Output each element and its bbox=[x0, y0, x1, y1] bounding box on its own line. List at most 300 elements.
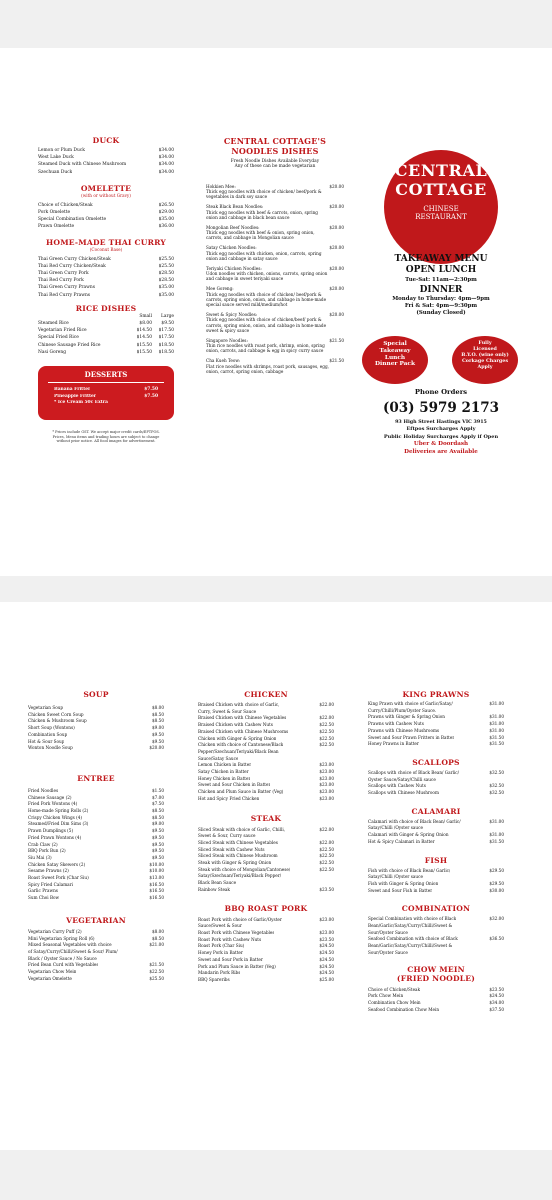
menu-item-price: $23.00 bbox=[319, 782, 334, 788]
menu-item bbox=[28, 929, 164, 936]
thai-curry-subtitle: (Coconut Base) bbox=[89, 246, 123, 252]
menu-item-name: Roast Pork with choice of Garlic/Oyster bbox=[198, 916, 282, 922]
menu-item bbox=[198, 917, 334, 924]
menu-item-name: Braised Chicken with Chinese Vegetables bbox=[198, 715, 287, 721]
menu-item-price: $34.00 bbox=[158, 148, 174, 153]
menu-item-price: $24.50 bbox=[319, 956, 334, 962]
menu-item-price: $9.50 bbox=[152, 848, 164, 854]
menu-item bbox=[28, 842, 164, 849]
menu-item-price: $23.00 bbox=[319, 762, 334, 768]
menu-item-price: $34.00 bbox=[158, 169, 174, 175]
menu-item bbox=[38, 270, 174, 277]
menu-item-name: Fish with Ginger & Spring Onion bbox=[368, 880, 439, 886]
menu-item-price: $7.50 bbox=[152, 801, 164, 807]
noodle-item-description: Thick egg noodles with beef & onion, spring onion, carrots, and cabbage in Mongolian sauce bbox=[206, 230, 315, 241]
menu-item bbox=[368, 735, 504, 742]
menu-item-name: Curry/Chilli/Plum/Oyster Sauce. bbox=[368, 707, 437, 713]
menu-item-price: $22.50 bbox=[319, 728, 334, 734]
menu-item-name: Sweet and Sour Fish in Batter bbox=[368, 887, 433, 893]
menu-item-name: Steak with Ginger & Spring Onion bbox=[198, 860, 272, 866]
menu-item-price: $22.50 bbox=[319, 742, 334, 748]
menu-item-price: $16.50 bbox=[149, 888, 164, 894]
rice-item-small: $14.50 bbox=[136, 328, 152, 334]
menu-item-price: $23.00 bbox=[319, 775, 334, 781]
menu-item-name: Bean/Garlic/Satay/Curry/Chilli/Sweet & bbox=[368, 923, 453, 929]
menu-item bbox=[368, 881, 504, 888]
menu-item-price: $35.00 bbox=[158, 217, 174, 223]
brand-logo bbox=[384, 150, 498, 264]
menu-item bbox=[368, 936, 504, 943]
menu-item bbox=[198, 789, 334, 796]
menu-item-price: $24.50 bbox=[319, 970, 334, 976]
noodle-item-description: Thick egg noodles with chicken, onion, carrots, spring onion and cabbage in satay sauce bbox=[206, 250, 322, 261]
noodle-item-description: Flat rice noodles with shrimps, roast pork, sausages, egg, onion, carrot, spring onion, cabbage bbox=[206, 363, 329, 374]
prawns-heading: KING PRAWNS bbox=[402, 690, 470, 699]
noodle-item-description: Thick egg noodles with choice of chicken/beef/ pork & carrots, spring onion, onion, and cabbage in home-made sweet & spicy sauce bbox=[206, 317, 327, 333]
rice-heading: RICE DISHES bbox=[75, 303, 137, 313]
menu-item bbox=[368, 825, 504, 832]
menu-item bbox=[368, 1000, 504, 1007]
menu-item-name: Vegetarian Soup bbox=[28, 705, 64, 710]
combination-list bbox=[368, 916, 504, 956]
menu-item bbox=[368, 783, 504, 790]
menu-item bbox=[198, 957, 334, 964]
menu-item-price: $20.00 bbox=[149, 745, 164, 751]
menu-item bbox=[368, 777, 504, 784]
menu-item bbox=[198, 970, 334, 977]
menu-item-name: Pineapple Fritter bbox=[54, 393, 97, 399]
menu-item-name: Chicken with choice of Cantonese/Black bbox=[198, 742, 284, 748]
rice-item-large: $9.50 bbox=[161, 321, 174, 327]
vegetarian-list bbox=[28, 929, 164, 983]
menu-item-name: Lemon Chicken in Batter bbox=[198, 762, 252, 768]
menu-item bbox=[28, 795, 164, 802]
menu-item-name: Special Combination Omelette bbox=[38, 217, 107, 223]
noodle-item-price: $20.00 bbox=[329, 204, 344, 210]
soup-heading: SOUP bbox=[83, 690, 109, 699]
menu-item-name: Special Combination with choice of Black bbox=[368, 916, 457, 922]
special-takeaway-badge bbox=[362, 336, 428, 384]
menu-item-name: Scallops with Cashew Nuts bbox=[368, 783, 426, 789]
noodle-item-price: $21.50 bbox=[329, 358, 344, 364]
brand-sub-1: CHINESE bbox=[423, 205, 459, 213]
menu-item-price: $24.50 bbox=[319, 963, 334, 969]
rice-item-large: $17.50 bbox=[158, 335, 174, 341]
p2-right-column bbox=[368, 690, 504, 1013]
menu-item-name: Prawns with Ginger & Spring Onion bbox=[368, 714, 445, 720]
noodle-item bbox=[206, 358, 344, 374]
menu-item-price: $34.00 bbox=[158, 155, 174, 161]
scallops-list bbox=[368, 770, 504, 797]
menu-item bbox=[368, 993, 504, 1000]
steak-list bbox=[198, 827, 334, 894]
rice-item-large: $18.50 bbox=[158, 342, 174, 348]
menu-item bbox=[28, 801, 164, 808]
rice-item bbox=[38, 327, 174, 334]
menu-page-2 bbox=[0, 602, 552, 1150]
menu-item-price: $8.00 bbox=[152, 928, 164, 934]
menu-item-price: $25.50 bbox=[158, 263, 174, 269]
menu-item-price: $24.50 bbox=[319, 943, 334, 949]
menu-item-name: Hot & Sour Soup bbox=[28, 738, 65, 744]
fish-list bbox=[368, 868, 504, 895]
noodle-item-price: $20.00 bbox=[329, 286, 344, 292]
menu-item-name: Mini Vegetarian Spring Roll (6) bbox=[28, 935, 95, 941]
menu-item-name: Combination Soup bbox=[28, 731, 68, 737]
menu-item-price: $9.00 bbox=[152, 821, 164, 827]
badge-left-line-2: Takeaway bbox=[379, 347, 411, 354]
menu-item-name: Fried Prawn Wontons (4) bbox=[28, 834, 82, 840]
menu-item-price: $23.50 bbox=[319, 886, 334, 892]
menu-item-name: Siu Mai (3) bbox=[28, 854, 52, 860]
menu-item-price: $34.00 bbox=[489, 999, 504, 1005]
menu-item-name: Sweet and Sour Pork in Batter bbox=[198, 956, 263, 962]
menu-item-price: $37.50 bbox=[489, 1006, 504, 1012]
menu-item bbox=[54, 394, 158, 401]
noodle-item-name: Mongolian Beef Noodles: bbox=[206, 224, 260, 230]
menu-item-price: $9.50 bbox=[152, 834, 164, 840]
menu-item-price: $9.00 bbox=[152, 725, 164, 731]
rice-item-large: $18.50 bbox=[158, 349, 174, 355]
menu-item-name: Chicken and Plum Sauce in Batter (Veg) bbox=[198, 789, 284, 795]
menu-item bbox=[368, 888, 504, 895]
holiday-surcharge: Public Holiday Surcharges Apply if Open bbox=[383, 433, 499, 440]
menu-item-price: $10.00 bbox=[149, 868, 164, 874]
menu-item bbox=[28, 739, 164, 746]
noodle-item-name: Singapore Noodles: bbox=[206, 337, 248, 343]
menu-item-name: Prawn Omelette bbox=[38, 224, 75, 230]
menu-item-name: West Lake Duck bbox=[38, 155, 74, 161]
menu-item-name: Short Soup (Wontons) bbox=[28, 725, 75, 731]
chicken-list bbox=[198, 702, 334, 803]
menu-item-price: $22.00 bbox=[319, 702, 334, 707]
brand-name-2: COTTAGE bbox=[395, 180, 487, 199]
menu-item-price: $24.50 bbox=[489, 993, 504, 999]
menu-item-name: Sour/Oyster Sauce bbox=[368, 949, 408, 955]
bbq-list bbox=[198, 917, 334, 984]
menu-item bbox=[38, 161, 174, 168]
duck-list bbox=[38, 147, 174, 176]
noodle-item-price: $20.00 bbox=[329, 265, 344, 271]
menu-item-price: $22.00 bbox=[319, 839, 334, 845]
menu-item-price: $25.50 bbox=[149, 975, 164, 981]
menu-item bbox=[38, 223, 174, 230]
menu-item-name: Prawn Dumplings (5) bbox=[28, 828, 74, 834]
menu-item-price: $36.00 bbox=[158, 224, 174, 230]
noodles-list bbox=[206, 184, 344, 374]
rice-item-small: $15.50 bbox=[136, 349, 152, 355]
menu-item-name: Steamed/Fried Dim Sims (3) bbox=[28, 821, 89, 827]
menu-item bbox=[198, 702, 334, 709]
entree-list bbox=[28, 788, 164, 902]
menu-item-price: $23.50 bbox=[319, 936, 334, 942]
menu-item-price: $8.00 bbox=[152, 705, 164, 710]
rice-item bbox=[38, 349, 174, 356]
rice-col-large: Large bbox=[160, 313, 174, 319]
menu-item-name: Garlic Prawns bbox=[28, 888, 58, 894]
menu-item bbox=[28, 875, 164, 882]
rice-item-small: $15.50 bbox=[136, 342, 152, 348]
menu-item bbox=[368, 987, 504, 994]
menu-item bbox=[368, 741, 504, 748]
noodles-heading-2: NOODLES DISHES bbox=[231, 146, 319, 156]
menu-item-price: $36.50 bbox=[489, 936, 504, 942]
menu-item-name: Hot & Spicy Calamari in Batter bbox=[368, 838, 435, 844]
menu-item-name: Fish with choice of Black Bean/ Garlic/ bbox=[368, 867, 451, 873]
open-lunch-title: OPEN LUNCH bbox=[405, 265, 477, 275]
rice-item-name: Steamed Rice bbox=[38, 321, 69, 327]
menu-item-name: of Satay/Curry/Chilli/Sweet & Sour/ Plum/ bbox=[28, 948, 118, 954]
menu-item-name: Seafood Combination Chow Mein bbox=[368, 1006, 440, 1012]
rice-column-header bbox=[38, 313, 174, 320]
brand-sub-2: RESTAURANT bbox=[415, 213, 467, 221]
menu-item bbox=[38, 209, 174, 216]
menu-item-price: $23.50 bbox=[489, 986, 504, 992]
menu-item-name: Roast Pork with Cashew Nuts bbox=[198, 936, 262, 942]
duck-heading: DUCK bbox=[92, 136, 120, 145]
menu-item-name: Pork Chow Mein bbox=[368, 993, 404, 999]
menu-item bbox=[28, 725, 164, 732]
menu-item bbox=[198, 782, 334, 789]
menu-item-price: $21.00 bbox=[149, 942, 164, 948]
menu-item bbox=[38, 284, 174, 291]
menu-item-name: Chicken & Mushroom Soup bbox=[28, 718, 87, 724]
menu-item-name: Home-made Spring Rolls (2) bbox=[28, 808, 89, 814]
entree-heading: ENTREE bbox=[77, 773, 115, 783]
menu-item bbox=[28, 895, 164, 902]
menu-item-price: $31.50 bbox=[489, 734, 504, 740]
badge-right-line-1: Fully bbox=[478, 340, 492, 346]
noodles-heading-1: CENTRAL COTTAGE'S bbox=[223, 136, 327, 146]
menu-item bbox=[198, 722, 334, 729]
menu-item-price: $29.50 bbox=[489, 867, 504, 873]
rice-item-name: Chinese Sausage Fried Rice bbox=[38, 342, 101, 348]
menu-item-price: $31.00 bbox=[489, 818, 504, 824]
rice-item-name: Nasi Goreng bbox=[38, 349, 66, 355]
menu-item bbox=[368, 790, 504, 797]
menu-item bbox=[28, 969, 164, 976]
menu-item-price: $26.50 bbox=[158, 202, 174, 208]
menu-item-price: $13.00 bbox=[149, 875, 164, 881]
menu-item-name: Sour/Oyster Sauce bbox=[368, 929, 408, 935]
menu-item bbox=[198, 964, 334, 971]
menu-item-price: $22.50 bbox=[319, 735, 334, 741]
desserts-box bbox=[38, 366, 174, 420]
dinner-hours-1: Monday to Thursday: 4pm—9pm bbox=[392, 296, 490, 302]
menu-item-name: Black Bean Sauce bbox=[198, 880, 237, 886]
menu-item-name: Satay/Szechuan/Teriyaki/Black Pepper/ bbox=[198, 873, 282, 879]
noodle-item bbox=[206, 245, 344, 261]
menu-item bbox=[28, 808, 164, 815]
noodle-item-description: Udon noodles with chicken, onions, carrots, spring onion and cabbage in sweet teriyaki sauce bbox=[206, 271, 328, 282]
menu-item-name: Fried Noodles bbox=[28, 787, 59, 793]
noodle-item-price: $20.00 bbox=[329, 245, 344, 251]
menu-item bbox=[368, 770, 504, 777]
menu-item-price: $1.50 bbox=[152, 787, 164, 793]
menu-item bbox=[38, 147, 174, 154]
prawns-list bbox=[368, 701, 504, 748]
menu-item-name: Choice of Chicken/Steak bbox=[38, 202, 93, 208]
menu-item-price: $31.00 bbox=[489, 727, 504, 733]
rice-item bbox=[38, 320, 174, 327]
menu-item bbox=[198, 796, 334, 803]
menu-item-price: $25.00 bbox=[319, 976, 334, 982]
menu-item bbox=[38, 256, 174, 263]
menu-item-name: Chicken Sweet Corn Soup bbox=[28, 711, 84, 717]
phone-number[interactable]: (03) 5979 2173 bbox=[382, 400, 500, 416]
dinner-hours-2: Fri & Sat: 4pm—9:30pm bbox=[404, 303, 478, 309]
menu-item-price: $23.00 bbox=[319, 916, 334, 922]
menu-item-name: Vegetarian Chow Mein bbox=[28, 969, 77, 975]
menu-item bbox=[368, 839, 504, 846]
takeaway-title: TAKEAWAY MENU bbox=[394, 254, 488, 264]
menu-item-price: $22.50 bbox=[319, 866, 334, 872]
menu-item bbox=[198, 937, 334, 944]
thai-curry-list bbox=[38, 256, 174, 299]
menu-item-name: Combination Chow Mein bbox=[368, 999, 421, 1005]
menu-item-price: $16.50 bbox=[149, 881, 164, 887]
menu-item-name: Vegetarian Omelette bbox=[28, 975, 72, 981]
steak-heading: STEAK bbox=[250, 813, 282, 823]
menu-item-name: Calamari with Ginger & Spring Onion bbox=[368, 832, 449, 838]
menu-item-name: * Ice Cream 50c Extra bbox=[54, 400, 108, 406]
rice-item-name: Vegetarian Fried Rice bbox=[38, 328, 87, 334]
menu-item bbox=[28, 949, 164, 956]
noodle-item bbox=[206, 266, 344, 282]
menu-item-price: $22.50 bbox=[319, 846, 334, 852]
menu-item-name: Sauce/Satay Sauce bbox=[198, 755, 239, 761]
sunday-closed: (Sunday Closed) bbox=[416, 310, 466, 316]
menu-item bbox=[198, 827, 334, 834]
menu-item bbox=[368, 721, 504, 728]
menu-item-name: Wonton Noodle Soup bbox=[28, 745, 73, 751]
noodle-item-name: Cha Kueh Teow: bbox=[206, 358, 241, 364]
menu-item bbox=[198, 977, 334, 984]
noodle-item bbox=[206, 225, 344, 241]
menu-item-price: $31.00 bbox=[489, 714, 504, 720]
menu-item-name: Black / Oyster Sauce / No Sauce bbox=[28, 955, 97, 961]
menu-item bbox=[28, 862, 164, 869]
menu-item-name: Sliced Steak with Chinese Mushroom bbox=[198, 853, 278, 859]
noodle-item bbox=[206, 184, 344, 200]
menu-item bbox=[368, 923, 504, 930]
menu-item-price: $23.00 bbox=[319, 789, 334, 795]
menu-item-price: $30.00 bbox=[489, 887, 504, 893]
noodle-item-price: $20.00 bbox=[329, 183, 344, 189]
desserts-list bbox=[48, 387, 164, 407]
menu-item-name: Curry, Sweet & Sour Sauce bbox=[198, 708, 257, 714]
menu-item-name: Mixed Seasonal Vegetables with choice bbox=[28, 942, 112, 948]
rice-list bbox=[38, 313, 174, 356]
menu-item bbox=[28, 855, 164, 862]
menu-item bbox=[368, 832, 504, 839]
menu-item bbox=[38, 216, 174, 223]
menu-item-name: Thai Green Curry Pork bbox=[38, 271, 89, 277]
badge-right-line-3: B.Y.O. (wine only) bbox=[461, 352, 509, 358]
menu-item-price: $31.50 bbox=[489, 838, 504, 844]
menu-item-price: $9.50 bbox=[152, 854, 164, 860]
menu-item-price: $8.50 bbox=[152, 718, 164, 724]
menu-item-price: $24.50 bbox=[319, 950, 334, 956]
soup-list bbox=[28, 705, 164, 752]
menu-item bbox=[198, 756, 334, 763]
menu-item-price: $31.50 bbox=[489, 741, 504, 747]
menu-item-name: Chicken Satay Skewers (2) bbox=[28, 861, 86, 867]
desserts-heading: DESSERTS bbox=[84, 370, 128, 380]
menu-item-price: $22.50 bbox=[319, 860, 334, 866]
menu-item-name: Braised Chicken with Cashew Nuts bbox=[198, 722, 273, 728]
menu-item bbox=[198, 873, 334, 880]
menu-item bbox=[368, 930, 504, 937]
opening-hours bbox=[366, 254, 516, 317]
noodle-item-name: Satay Chicken Noodles: bbox=[206, 245, 257, 251]
menu-item-price: $29.00 bbox=[158, 210, 174, 216]
menu-item bbox=[198, 887, 334, 894]
menu-item-price: $31.00 bbox=[489, 701, 504, 706]
menu-item bbox=[368, 714, 504, 721]
menu-item bbox=[368, 701, 504, 708]
noodle-item-description: Thick egg noodles with choice of chicken/ beef/pork & carrots, spring onion, onion, and cabbage in home-made special sauce served mild/medium/hot bbox=[206, 291, 327, 308]
combination-heading: COMBINATION bbox=[401, 904, 471, 914]
omelette-heading: OMELETTE bbox=[80, 183, 132, 193]
menu-item bbox=[198, 749, 334, 756]
noodles-note-1: Fresh Noodle Dishes Available Everyday bbox=[230, 159, 320, 164]
menu-item-price: $22.50 bbox=[319, 853, 334, 859]
noodle-item-description: Thick egg noodles with choice of chicken/ beef/pork & vegetables in dark soy sauce bbox=[206, 189, 322, 200]
menu-item-price: $22.00 bbox=[319, 826, 334, 832]
menu-item-name: Thai Green Curry Chicken/Steak bbox=[38, 256, 111, 262]
menu-item bbox=[28, 745, 164, 752]
menu-item-price: $31.00 bbox=[489, 721, 504, 727]
menu-item bbox=[28, 888, 164, 895]
menu-page-1 bbox=[0, 48, 552, 576]
rice-item-large: $17.50 bbox=[158, 328, 174, 334]
noodle-item-price: $21.50 bbox=[329, 337, 344, 343]
menu-item-name: Oyster Sauce/Satay/Chilli sauce bbox=[368, 776, 436, 782]
dinner-title: DINNER bbox=[419, 285, 463, 295]
contact-block bbox=[366, 388, 516, 456]
noodle-item bbox=[206, 312, 344, 333]
menu-item bbox=[28, 835, 164, 842]
menu-item-price: $32.50 bbox=[489, 769, 504, 775]
menu-item bbox=[28, 848, 164, 855]
menu-item bbox=[198, 840, 334, 847]
noodle-item bbox=[206, 286, 344, 307]
menu-item-name: Scallops with Chinese Mushroom bbox=[368, 790, 439, 796]
menu-item-name: Braised Chicken with choice of Garlic, bbox=[198, 702, 280, 707]
menu-item-price: $9.50 bbox=[152, 841, 164, 847]
menu-item bbox=[368, 943, 504, 950]
thai-curry-heading: HOME-MADE THAI CURRY bbox=[46, 237, 166, 247]
menu-item-name: Sum Choi Bow bbox=[28, 895, 60, 901]
menu-item-price: $32.50 bbox=[489, 790, 504, 796]
menu-item bbox=[198, 762, 334, 769]
badge-right-line-5: Apply bbox=[477, 364, 493, 370]
menu-item-name: BBQ Pork Bun (2) bbox=[28, 848, 66, 854]
menu-item bbox=[198, 880, 334, 887]
menu-item-price: $8.50 bbox=[152, 711, 164, 717]
menu-item-name: Sweet and Sour Prawn Fritters in Batter bbox=[368, 734, 455, 740]
menu-item-name: Hot and Spicy Fried Chicken bbox=[198, 795, 260, 801]
menu-item-name: Thai Red Curry Pork bbox=[38, 278, 84, 284]
noodle-item-description: Thick egg noodles with beef & carrots, onion, spring onion and cabbage in black bean sauce bbox=[206, 209, 318, 220]
menu-item bbox=[368, 950, 504, 957]
menu-item-price: $9.50 bbox=[152, 738, 164, 744]
menu-item bbox=[368, 874, 504, 881]
menu-item bbox=[368, 728, 504, 735]
menu-item-name: Satay/Chilli /Oyster sauce bbox=[368, 825, 423, 831]
menu-item bbox=[38, 277, 174, 284]
